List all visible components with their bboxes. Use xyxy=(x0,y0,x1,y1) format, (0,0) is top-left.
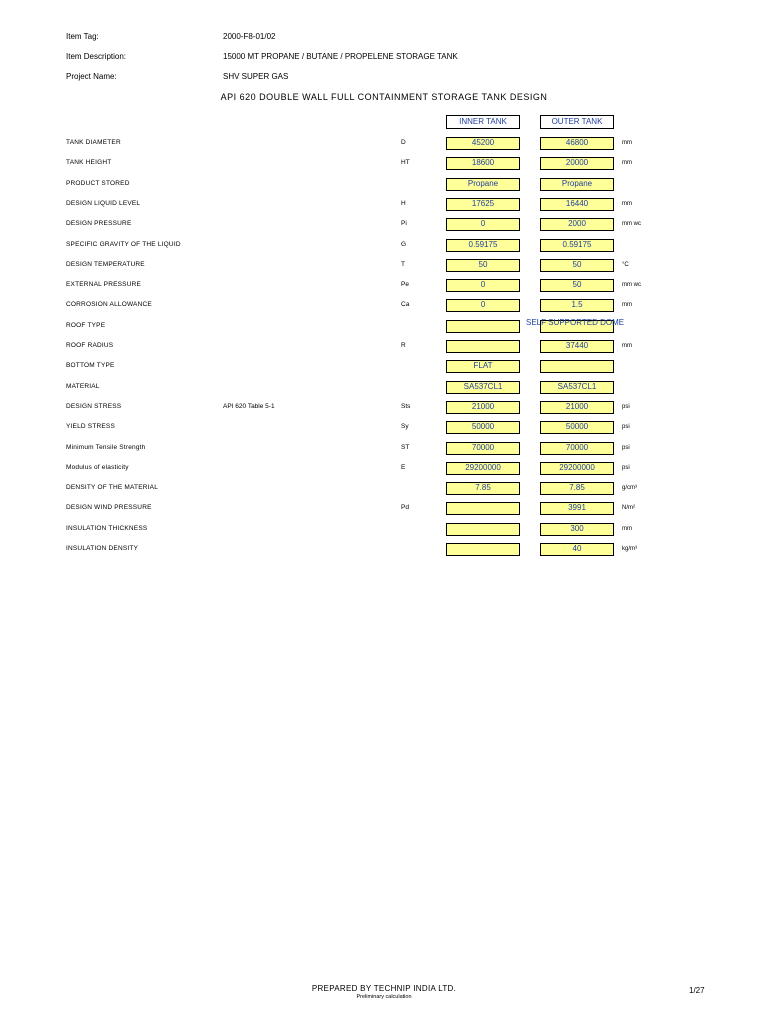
outer-tank-header: OUTER TANK xyxy=(540,115,614,129)
inner-tank-value[interactable]: 21000 xyxy=(446,401,520,414)
outer-tank-value[interactable]: 37440 xyxy=(540,340,614,353)
table-row xyxy=(0,299,768,313)
table-row xyxy=(0,462,768,476)
inner-tank-value[interactable]: 45200 xyxy=(446,137,520,150)
item-tag-value: 2000-F8-01/02 xyxy=(223,32,276,41)
table-row xyxy=(0,381,768,395)
parameter-label: DESIGN STRESS xyxy=(66,402,122,410)
parameter-label: TANK DIAMETER xyxy=(66,139,121,146)
inner-tank-value[interactable]: 50000 xyxy=(446,421,520,434)
parameter-symbol: Sy xyxy=(401,423,409,431)
outer-tank-value[interactable]: 7.85 xyxy=(540,482,614,495)
parameter-label: DESIGN LIQUID LEVEL xyxy=(66,199,141,207)
table-row xyxy=(0,543,768,557)
inner-tank-value[interactable] xyxy=(446,543,520,556)
parameter-label: INSULATION DENSITY xyxy=(66,545,139,552)
document-title: API 620 DOUBLE WALL FULL CONTAINMENT STORAGE TANK DESIGN xyxy=(220,92,548,102)
parameter-symbol: D xyxy=(401,139,406,146)
parameter-label: CORROSION ALLOWANCE xyxy=(66,301,152,309)
parameter-unit: psi xyxy=(622,464,630,471)
parameter-symbol: R xyxy=(401,342,406,349)
parameter-label: DESIGN WIND PRESSURE xyxy=(66,504,152,512)
outer-tank-value[interactable]: 29200000 xyxy=(540,462,614,475)
inner-tank-value[interactable]: SA537CL1 xyxy=(446,381,520,394)
parameter-label: DESIGN TEMPERATURE xyxy=(66,260,145,268)
parameter-reference: API 620 Table 5-1 xyxy=(223,402,275,410)
parameter-label: SPECIFIC GRAVITY OF THE LIQUID xyxy=(66,240,181,248)
inner-tank-value[interactable]: Propane xyxy=(446,178,520,191)
roof-type-value: SELF SUPPORTED DOME xyxy=(526,317,625,327)
parameter-label: DESIGN PRESSURE xyxy=(66,220,132,228)
table-row xyxy=(0,157,768,171)
parameter-unit: mm xyxy=(622,160,632,167)
outer-tank-value[interactable]: 50000 xyxy=(540,421,614,434)
parameter-label: ROOF TYPE xyxy=(66,321,106,329)
parameter-unit: psi xyxy=(622,444,630,451)
parameter-unit: °C xyxy=(622,261,629,268)
parameter-symbol: E xyxy=(401,463,406,471)
outer-tank-value[interactable]: 16440 xyxy=(540,198,614,211)
table-row xyxy=(0,401,768,415)
table-row xyxy=(0,279,768,293)
parameter-unit: mm xyxy=(622,140,632,146)
parameter-symbol: H xyxy=(401,199,406,207)
outer-tank-value[interactable]: 50 xyxy=(540,279,614,292)
inner-tank-value[interactable]: 29200000 xyxy=(446,462,520,475)
outer-tank-value[interactable]: 20000 xyxy=(540,157,614,170)
parameter-label: ROOF RADIUS xyxy=(66,342,114,349)
inner-tank-header: INNER TANK xyxy=(446,115,520,129)
outer-tank-value[interactable]: Propane xyxy=(540,178,614,191)
parameter-label: YIELD STRESS xyxy=(66,423,115,431)
table-row xyxy=(0,523,768,537)
table-row xyxy=(0,360,768,374)
parameter-symbol: T xyxy=(401,260,405,268)
table-row xyxy=(0,482,768,496)
parameter-unit: mm xyxy=(622,200,632,207)
item-description-value: 15000 MT PROPANE / BUTANE / PROPELENE STORAGE TANK xyxy=(223,52,458,61)
project-name-value: SHV SUPER GAS xyxy=(223,72,289,81)
parameter-label: DENSITY OF THE MATERIAL xyxy=(66,484,159,492)
parameter-unit: psi xyxy=(622,403,630,410)
parameter-unit: mm wc xyxy=(622,221,641,228)
table-row xyxy=(0,259,768,273)
parameter-unit: mm xyxy=(622,302,632,309)
parameter-label: PRODUCT STORED xyxy=(66,179,130,187)
parameter-symbol: HT xyxy=(401,159,410,167)
parameter-label: EXTERNAL PRESSURE xyxy=(66,281,142,289)
prepared-by: PREPARED BY TECHNIP INDIA LTD. xyxy=(311,984,457,993)
table-row xyxy=(0,239,768,253)
inner-tank-value[interactable]: 17625 xyxy=(446,198,520,211)
parameter-symbol: G xyxy=(401,240,407,248)
table-row xyxy=(0,421,768,435)
outer-tank-value[interactable]: 40 xyxy=(540,543,614,556)
outer-tank-value[interactable]: 50 xyxy=(540,259,614,272)
table-row xyxy=(0,198,768,212)
inner-tank-value[interactable] xyxy=(446,320,520,333)
table-row xyxy=(0,340,768,354)
parameter-label: TANK HEIGHT xyxy=(66,159,112,167)
outer-tank-value[interactable]: 0.59175 xyxy=(540,239,614,252)
inner-tank-value[interactable]: 0 xyxy=(446,218,520,231)
inner-tank-value[interactable]: 0 xyxy=(446,299,520,312)
outer-tank-value[interactable]: 3991 xyxy=(540,502,614,515)
outer-tank-value[interactable]: 70000 xyxy=(540,442,614,455)
parameter-unit: kg/m³ xyxy=(622,546,637,552)
parameter-label: Minimum Tensile Strength xyxy=(66,443,146,451)
project-name-label: Project Name: xyxy=(66,72,117,81)
outer-tank-value[interactable]: 21000 xyxy=(540,401,614,414)
table-row xyxy=(0,442,768,456)
table-row xyxy=(0,317,768,334)
parameter-unit: mm xyxy=(622,343,632,349)
outer-tank-value[interactable]: 300 xyxy=(540,523,614,536)
outer-tank-value[interactable]: SA537CL1 xyxy=(540,381,614,394)
table-row xyxy=(0,178,768,192)
inner-tank-value[interactable]: 50 xyxy=(446,259,520,272)
page-number: 1/27 xyxy=(689,986,705,995)
item-description-label: Item Description: xyxy=(66,52,127,61)
inner-tank-value[interactable] xyxy=(446,340,520,353)
inner-tank-value[interactable]: 70000 xyxy=(446,442,520,455)
inner-tank-value[interactable]: FLAT xyxy=(446,360,520,373)
outer-tank-value[interactable] xyxy=(540,360,614,373)
inner-tank-value[interactable]: 7.85 xyxy=(446,482,520,495)
parameter-unit: mm xyxy=(622,525,632,532)
table-row xyxy=(0,137,768,151)
parameter-unit: mm wc xyxy=(622,282,641,289)
parameter-label: MATERIAL xyxy=(66,382,100,390)
parameter-symbol: ST xyxy=(401,443,410,451)
inner-tank-value[interactable]: 0 xyxy=(446,279,520,292)
parameter-symbol: Pe xyxy=(401,281,409,289)
parameter-label: BOTTOM TYPE xyxy=(66,362,115,370)
parameter-symbol: Pi xyxy=(401,220,407,228)
inner-tank-value[interactable] xyxy=(446,502,520,515)
preliminary-note: Preliminary calculation xyxy=(356,994,412,1000)
parameter-symbol: Pd xyxy=(401,504,409,512)
item-tag-label: Item Tag: xyxy=(66,32,99,41)
table-row xyxy=(0,502,768,516)
outer-tank-value[interactable]: 1.5 xyxy=(540,299,614,312)
parameter-unit: g/cm³ xyxy=(622,485,637,492)
inner-tank-value[interactable]: 18600 xyxy=(446,157,520,170)
parameter-symbol: Ca xyxy=(401,301,410,309)
inner-tank-value[interactable] xyxy=(446,523,520,536)
outer-tank-value[interactable]: 2000 xyxy=(540,218,614,231)
parameter-unit: psi xyxy=(622,424,630,431)
parameter-unit: N/m² xyxy=(622,505,635,512)
parameter-label: INSULATION THICKNESS xyxy=(66,524,148,532)
outer-tank-value[interactable]: 46800 xyxy=(540,137,614,150)
parameter-label: Modulus of elasticity xyxy=(66,463,129,471)
parameter-symbol: Sts xyxy=(401,402,411,410)
table-row xyxy=(0,218,768,232)
inner-tank-value[interactable]: 0.59175 xyxy=(446,239,520,252)
